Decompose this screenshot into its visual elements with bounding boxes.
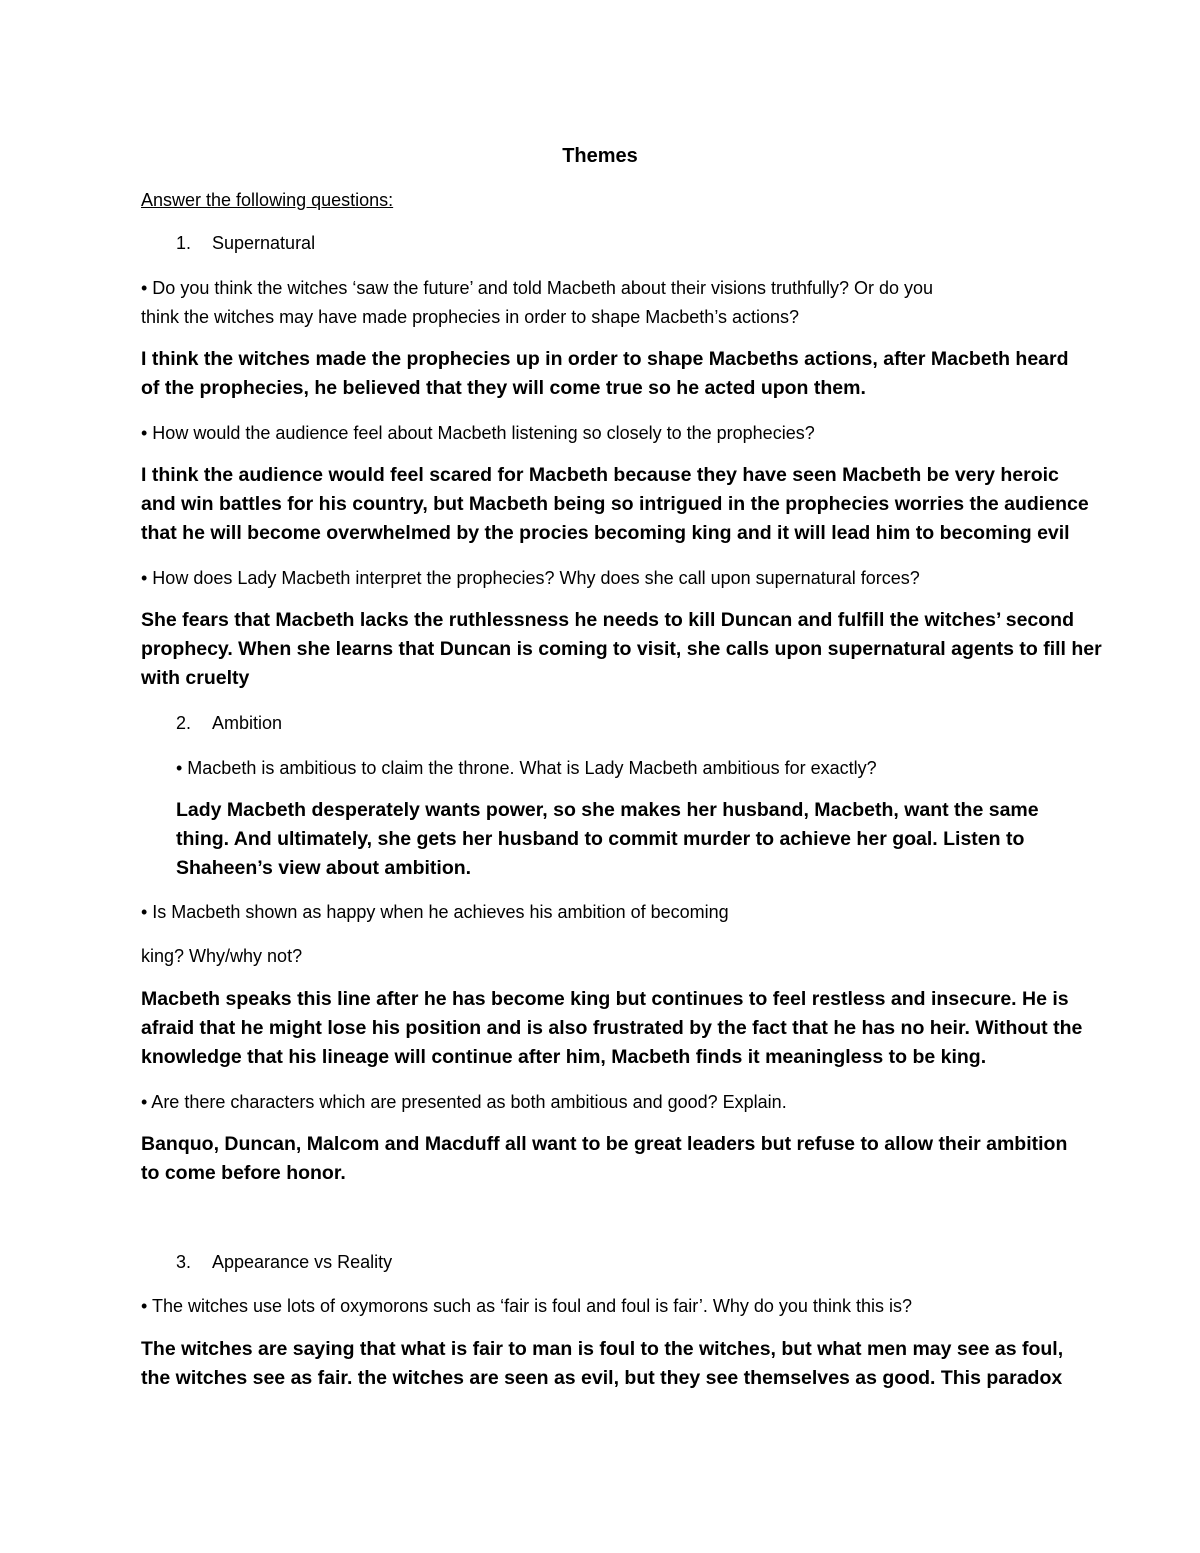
answer-line: afraid that he might lose his position and is also frustrated by the fact that he has no heir. Without the bbox=[141, 1017, 1083, 1039]
question-line: think the witches may have made prophecies in order to shape Macbeth’s actions? bbox=[141, 307, 800, 327]
answer-line: Shaheen’s view about ambition. bbox=[176, 857, 472, 879]
section-title: Appearance vs Reality bbox=[212, 1252, 393, 1272]
question-line: king? Why/why not? bbox=[141, 946, 303, 966]
answer-line: to come before honor. bbox=[141, 1162, 346, 1184]
section-title: Ambition bbox=[212, 713, 283, 733]
section-number: 2. bbox=[176, 713, 192, 733]
question-line: • The witches use lots of oxymorons such as ‘fair is foul and foul is fair’. Why do you think this is? bbox=[141, 1296, 912, 1316]
section-heading-supernatural bbox=[176, 229, 315, 258]
answer-line: She fears that Macbeth lacks the ruthlessness he needs to kill Duncan and fulfill the witches’ second bbox=[141, 609, 1075, 631]
question-line: • How would the audience feel about Macbeth listening so closely to the prophecies? bbox=[141, 423, 815, 443]
answer-line: with cruelty bbox=[141, 667, 250, 689]
answer-line: thing. And ultimately, she gets her husband to commit murder to achieve her goal. Listen to bbox=[176, 828, 1025, 850]
answer-line: I think the witches made the prophecies up in order to shape Macbeths actions, after Macbeth heard bbox=[141, 348, 1069, 370]
answer-line: Lady Macbeth desperately wants power, so she makes her husband, Macbeth, want the same bbox=[176, 799, 1039, 821]
question-line: • Is Macbeth shown as happy when he achieves his ambition of becoming bbox=[141, 902, 729, 922]
instruction: Answer the following questions: bbox=[141, 190, 394, 210]
answer-line: Banquo, Duncan, Malcom and Macduff all want to be great leaders but refuse to allow their ambition bbox=[141, 1133, 1068, 1155]
answer-line: that he will become overwhelmed by the procies becoming king and it will lead him to becoming evil bbox=[141, 522, 1070, 544]
answer-line: the witches see as fair. the witches are seen as evil, but they see themselves as good. This paradox bbox=[141, 1367, 1063, 1389]
page-title: Themes bbox=[562, 145, 638, 167]
answer-line: of the prophecies, he believed that they will come true so he acted upon them. bbox=[141, 377, 866, 399]
question-line: • Macbeth is ambitious to claim the throne. What is Lady Macbeth ambitious for exactly? bbox=[176, 758, 877, 778]
answer-line: prophecy. When she learns that Duncan is coming to visit, she calls upon supernatural agents to fill her bbox=[141, 638, 1102, 660]
section-heading-appearance-vs-reality bbox=[176, 1248, 392, 1277]
question-line: • Are there characters which are presented as both ambitious and good? Explain. bbox=[141, 1092, 787, 1112]
section-heading-ambition bbox=[176, 709, 282, 738]
answer-line: The witches are saying that what is fair to man is foul to the witches, but what men may see as foul, bbox=[141, 1338, 1064, 1360]
section-number: 3. bbox=[176, 1252, 192, 1272]
question-line: • How does Lady Macbeth interpret the prophecies? Why does she call upon supernatural forces? bbox=[141, 568, 920, 588]
answer-line: Macbeth speaks this line after he has become king but continues to feel restless and insecure. He is bbox=[141, 988, 1069, 1010]
answer-line: knowledge that his lineage will continue after him, Macbeth finds it meaningless to be king. bbox=[141, 1046, 987, 1068]
section-number: 1. bbox=[176, 233, 192, 253]
section-title: Supernatural bbox=[212, 233, 316, 253]
answer-line: I think the audience would feel scared for Macbeth because they have seen Macbeth be very heroic bbox=[141, 464, 1059, 486]
question-line: • Do you think the witches ‘saw the future’ and told Macbeth about their visions truthfully? Or do you bbox=[141, 278, 934, 298]
answer-line: and win battles for his country, but Macbeth being so intrigued in the prophecies worries the audience bbox=[141, 493, 1089, 515]
